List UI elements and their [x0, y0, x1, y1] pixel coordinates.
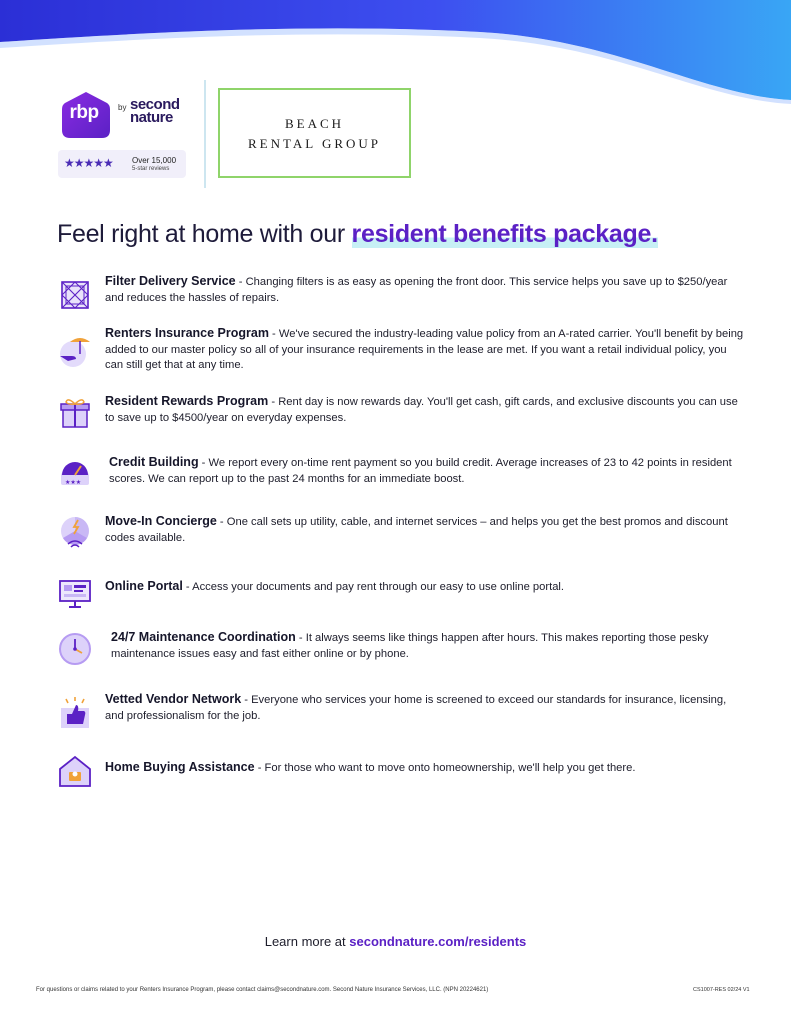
- stars-icon: ★★★★★: [64, 156, 113, 170]
- page-title-highlight: resident benefits package.: [351, 220, 658, 248]
- rbp-logo: [58, 88, 188, 183]
- benefit-title: Home Buying Assistance: [105, 760, 255, 774]
- benefit-title: Resident Rewards Program: [105, 394, 269, 408]
- thumbs-up-icon: [56, 694, 94, 732]
- benefit-body: - One call sets up utility, cable, and internet services – and helps you get the best promos and discount codes available.: [105, 516, 728, 544]
- clock-icon: [56, 630, 94, 668]
- partner-line-1: BEACH: [284, 116, 345, 131]
- benefit-title: Move-In Concierge: [105, 514, 217, 528]
- benefit-title: Online Portal: [105, 579, 183, 593]
- benefit-body: - Everyone who services your home is screened to exceed our standards for insurance, licensing, and professionalism for the job.: [105, 694, 727, 722]
- umbrella-hand-icon: [56, 332, 94, 370]
- benefit-body: - Rent day is now rewards day. You'll get cash, gift cards, and exclusive discounts you can use to save up to $4500/year on everyday expenses.: [105, 396, 738, 424]
- benefit-body: - For those who want to move onto homeownership, we'll help you get there.: [254, 762, 636, 774]
- benefit-title: 24/7 Maintenance Coordination: [111, 630, 296, 644]
- page-title: [57, 220, 777, 249]
- benefit-body: - Changing filters is as easy as opening the front door. This service helps you save up to $250/year and reduces the hassles of repairs.: [105, 276, 728, 304]
- reviews-caption: 5-star reviews: [132, 166, 170, 172]
- benefit-title: Vetted Vendor Network: [105, 692, 242, 706]
- reviews-count: Over 15,000: [132, 156, 177, 165]
- gift-icon: [56, 394, 94, 432]
- credit-gauge-icon: [56, 455, 94, 493]
- house-icon: [56, 752, 94, 790]
- reviews-badge: [58, 150, 186, 178]
- rbp-label: rbp: [69, 102, 99, 123]
- footer-disclaimer: For questions or claims related to your Renters Insurance Program, please contact claims@secondnature.com. Second Nature Insurance Services, LLC. (NPN 20224621): [36, 987, 489, 993]
- partner-line-2: RENTAL GROUP: [247, 136, 382, 151]
- benefit-body: - We've secured the industry-leading value policy from an A-rated carrier. You'll benefit by being added to our master policy so all of your insurance requirements in the lease are met. If you want a retail individual policy, you can still get that at any time.: [105, 328, 744, 371]
- benefit-body: - Access your documents and pay rent through our easy to use online portal.: [182, 581, 565, 593]
- page-title-prefix: Feel right at home with our: [57, 220, 352, 248]
- partner-logo: [218, 88, 411, 178]
- benefit-body: - We report every on-time rent payment so you build credit. Average increases of 23 to 42 points in resident scores. We can report up to the past 24 months for an immediate boost.: [109, 457, 732, 485]
- monitor-icon: [56, 573, 94, 611]
- benefit-title: Renters Insurance Program: [105, 326, 269, 340]
- second-nature-label: second nature: [130, 96, 180, 126]
- footer-code: CS1007-RES 02/24 V1: [693, 987, 750, 993]
- learn-more-prefix: Learn more at: [264, 934, 350, 949]
- svg-text:★★★: ★★★: [65, 479, 82, 486]
- learn-more: [0, 934, 791, 949]
- benefit-title: Filter Delivery Service: [105, 274, 236, 288]
- logo-divider: [204, 80, 206, 188]
- benefit-title: Credit Building: [109, 455, 199, 469]
- filter-icon: [56, 276, 94, 314]
- learn-more-link[interactable]: secondnature.com/residents: [349, 934, 527, 949]
- by-label: by: [118, 103, 127, 112]
- benefit-body: - It always seems like things happen after hours. This makes reporting those pesky maintenance issues easy and fast either online or by phone.: [111, 632, 709, 660]
- utilities-icon: [56, 514, 94, 552]
